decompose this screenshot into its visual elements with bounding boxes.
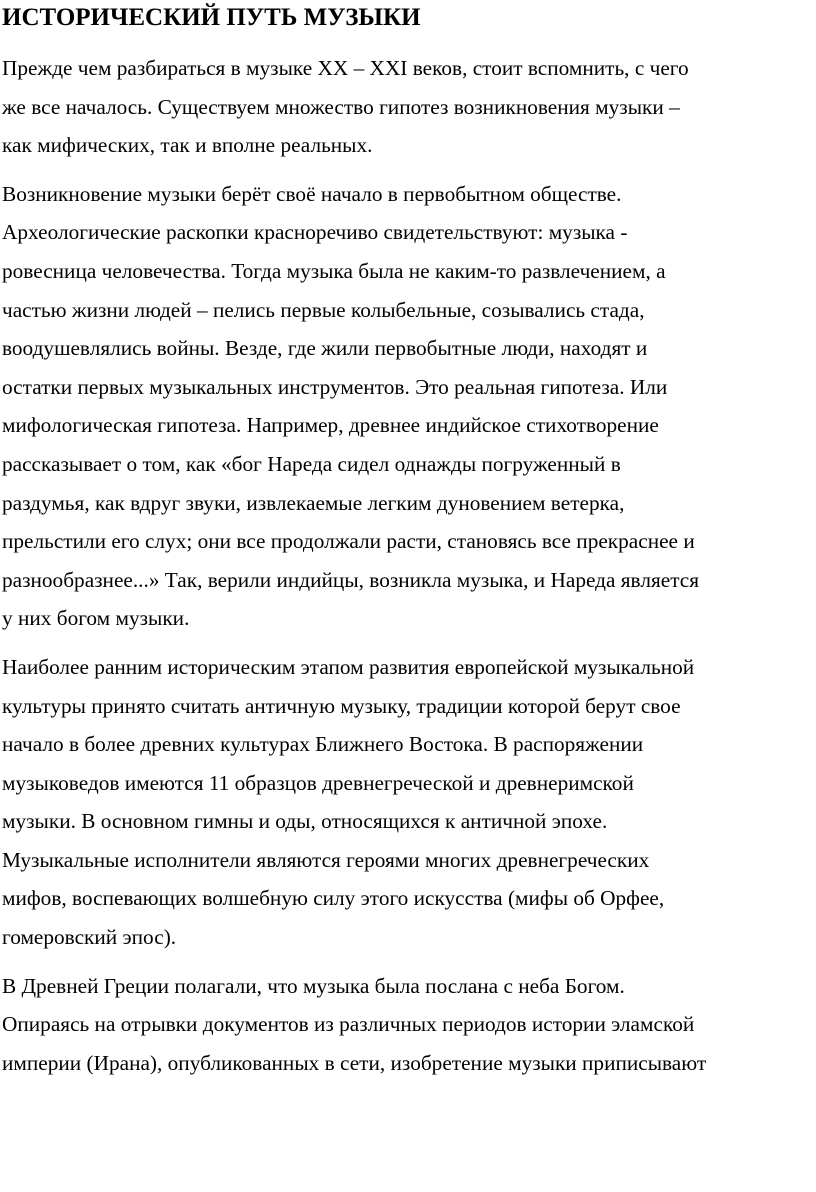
text-line: музыки. В основном гимны и оды, относящихся к античной эпохе. (2, 809, 608, 834)
text-line: раздумья, как вдруг звуки, извлекаемые легким дуновением ветерка, (2, 490, 625, 515)
text-line: Прежде чем разбираться в музыке XX – XXI веков, стоит вспомнить, с чего (2, 56, 689, 80)
paragraph-1 (2, 49, 810, 165)
text-line: мифов, воспевающих волшебную силу этого искусства (мифы об Орфее, (2, 886, 665, 911)
text-line: у них богом музыки. (2, 606, 190, 631)
text-line: В Древней Греции полагали, что музыка была послана с неба Богом. (2, 973, 625, 998)
paragraph-3 (2, 648, 810, 957)
text-line: мифологическая гипотеза. Например, древнее индийское стихотворение (2, 413, 659, 438)
text-line: Археологические раскопки красноречиво свидетельствуют: музыка - (2, 220, 628, 245)
text-line: гомеровский эпос). (2, 925, 177, 950)
text-line: частью жизни людей – пелись первые колыбельные, созывались стада, (2, 297, 645, 322)
text-line: воодушевлялись войны. Везде, где жили первобытные люди, находят и (2, 336, 648, 361)
text-line: начало в более древних культурах Ближнего Востока. В распоряжении (2, 732, 644, 757)
text-line: Возникновение музыки берёт своё начало в первобытном обществе. (2, 181, 622, 206)
text-line: Опираясь на отрывки документов из различных периодов истории эламской (2, 1012, 695, 1037)
text-line: музыковедов имеются 11 образцов древнегреческой и древнеримской (2, 770, 634, 795)
text-line: же все началось. Существуем множество гипотез возникновения музыки – (2, 94, 680, 119)
text-line: Наиболее ранним историческим этапом развития европейской музыкальной (2, 654, 695, 679)
document-title: ИСТОРИЧЕСКИЙ ПУТЬ МУЗЫКИ (2, 4, 421, 31)
text-line: империи (Ирана), опубликованных в сети, изобретение музыки приписывают (2, 1050, 707, 1075)
paragraph-4 (2, 967, 810, 1083)
paragraph-2 (2, 175, 810, 638)
text-line: прельстили его слух; они все продолжали расти, становясь все прекраснее и (2, 529, 695, 554)
text-line: как мифических, так и вполне реальных. (2, 133, 373, 158)
text-line: ровесница человечества. Тогда музыка была не каким-то развлечением, а (2, 258, 666, 283)
text-line: культуры принято считать античную музыку, традиции которой берут свое (2, 693, 681, 718)
text-line: разнообразнее...» Так, верили индийцы, возникла музыка, и Нареда является (2, 567, 700, 592)
text-line: рассказывает о том, как «бог Нареда сидел однажды погруженный в (2, 451, 621, 476)
text-line: остатки первых музыкальных инструментов. Это реальная гипотеза. Или (2, 374, 668, 399)
text-line: Музыкальные исполнители являются героями многих древнегреческих (2, 847, 650, 872)
